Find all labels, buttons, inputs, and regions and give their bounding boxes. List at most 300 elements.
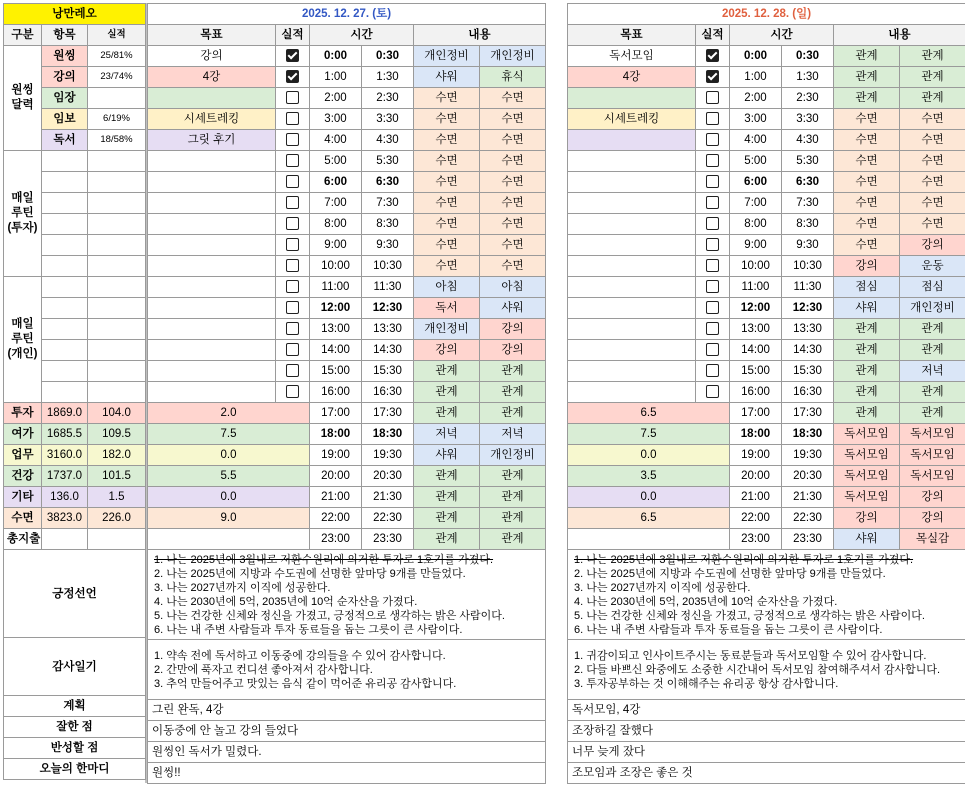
activity-cell[interactable]: 관계	[480, 508, 546, 529]
activity-cell[interactable]: 관계	[834, 319, 900, 340]
activity-cell[interactable]: 관계	[480, 487, 546, 508]
activity-cell[interactable]: 강의	[900, 235, 965, 256]
checkbox-cell	[696, 88, 730, 109]
checkbox-cell	[696, 277, 730, 298]
group-label-line: (개인)	[7, 348, 38, 360]
checkbox[interactable]	[286, 175, 299, 188]
item-actual: 18/58%	[88, 130, 146, 151]
page-title: 낭만레오	[4, 4, 146, 25]
activity-cell[interactable]: 아침	[480, 277, 546, 298]
activity-cell[interactable]: 수면	[834, 235, 900, 256]
activity-cell[interactable]: 강의	[834, 256, 900, 277]
checkbox-cell	[276, 214, 310, 235]
checkbox-cell	[276, 109, 310, 130]
text-line: 3. 추억 만들어주고 맛있는 음식 같이 먹어준 유리공 감사합니다.	[154, 677, 457, 690]
activity-cell[interactable]: 수면	[414, 256, 480, 277]
activity-cell[interactable]: 운동	[900, 256, 965, 277]
gratitude-text	[568, 640, 965, 700]
stat-label: 여가	[4, 424, 42, 445]
header-goal: 목표	[568, 25, 696, 46]
activity-cell[interactable]: 수면	[834, 151, 900, 172]
time-start: 18:00	[730, 424, 782, 445]
checkbox-cell	[276, 256, 310, 277]
checkbox[interactable]	[286, 91, 299, 104]
stat-hours-cell	[568, 529, 730, 550]
time-half: 16:30	[362, 382, 414, 403]
goal-cell	[568, 361, 696, 382]
stat-hours-cell: 7.5	[148, 424, 310, 445]
stat-label: 투자	[4, 403, 42, 424]
stat-total: 1737.0	[42, 466, 88, 487]
activity-cell[interactable]: 관계	[900, 403, 965, 424]
activity-cell[interactable]: 관계	[414, 382, 480, 403]
time-start: 11:00	[730, 277, 782, 298]
text-line: 2. 간만에 푹자고 컨디션 좋아져서 감사합니다.	[154, 663, 373, 676]
stat-hours-cell: 5.5	[148, 466, 310, 487]
goal-cell	[568, 298, 696, 319]
checkbox[interactable]	[286, 301, 299, 314]
activity-cell[interactable]: 관계	[900, 88, 965, 109]
header-category: 구분	[4, 25, 42, 46]
time-half: 17:30	[782, 403, 834, 424]
activity-cell[interactable]: 관계	[414, 508, 480, 529]
checkbox-cell	[276, 172, 310, 193]
time-start: 11:00	[310, 277, 362, 298]
checkbox[interactable]	[286, 154, 299, 167]
checkbox-cell	[696, 46, 730, 67]
activity-cell[interactable]: 독서모임	[834, 487, 900, 508]
checkbox[interactable]	[286, 49, 299, 62]
group-label-line: 루틴	[11, 207, 34, 219]
activity-cell[interactable]: 수면	[414, 151, 480, 172]
activity-cell[interactable]: 개인정비	[900, 298, 965, 319]
goal-cell: 시세트레킹	[148, 109, 276, 130]
stat-hours-cell: 7.5	[568, 424, 730, 445]
checkbox[interactable]	[706, 322, 719, 335]
checkbox-cell	[696, 382, 730, 403]
goal-cell	[568, 319, 696, 340]
activity-cell[interactable]: 저녁	[480, 424, 546, 445]
activity-cell[interactable]: 수면	[900, 172, 965, 193]
activity-cell[interactable]: 관계	[414, 361, 480, 382]
checkbox[interactable]	[286, 322, 299, 335]
time-start: 5:00	[730, 151, 782, 172]
day-table-2025-12-28	[567, 3, 965, 784]
checkbox[interactable]	[706, 49, 719, 62]
checkbox[interactable]	[286, 364, 299, 377]
checkbox-cell	[696, 193, 730, 214]
time-start: 23:00	[730, 529, 782, 550]
date-header: 2025. 12. 28. (일)	[568, 4, 965, 25]
checkbox[interactable]	[706, 112, 719, 125]
activity-cell[interactable]: 수면	[414, 214, 480, 235]
goal-cell	[148, 256, 276, 277]
stat-hours	[88, 529, 146, 550]
activity-cell[interactable]: 개인정비	[414, 319, 480, 340]
activity-cell[interactable]: 관계	[480, 466, 546, 487]
empty-cell	[88, 277, 146, 298]
group-routine-personal	[4, 277, 42, 403]
checkbox[interactable]	[286, 280, 299, 293]
empty-cell	[88, 151, 146, 172]
summary-table	[3, 3, 146, 780]
goal-cell	[568, 382, 696, 403]
checkbox[interactable]	[286, 343, 299, 356]
affirmation-text	[148, 550, 546, 640]
time-half: 10:30	[782, 256, 834, 277]
activity-cell[interactable]: 관계	[900, 340, 965, 361]
activity-cell[interactable]: 수면	[900, 193, 965, 214]
activity-cell[interactable]: 강의	[414, 340, 480, 361]
activity-cell[interactable]: 수면	[480, 214, 546, 235]
activity-cell[interactable]: 관계	[414, 466, 480, 487]
item-actual: 23/74%	[88, 67, 146, 88]
checkbox[interactable]	[706, 70, 719, 83]
activity-cell[interactable]: 강의	[480, 340, 546, 361]
activity-cell[interactable]: 수면	[834, 214, 900, 235]
goal-cell: 강의	[148, 46, 276, 67]
activity-cell[interactable]: 수면	[480, 151, 546, 172]
text-line: 4. 나는 2030년에 5억, 2035년에 10억 순자산을 가졌다.	[154, 595, 418, 608]
activity-cell[interactable]: 관계	[834, 46, 900, 67]
goal-cell	[148, 172, 276, 193]
empty-cell	[88, 340, 146, 361]
activity-cell[interactable]: 수면	[414, 172, 480, 193]
group-label-line: (투자)	[7, 222, 38, 234]
activity-cell[interactable]: 수면	[480, 256, 546, 277]
time-start: 16:00	[730, 382, 782, 403]
checkbox[interactable]	[706, 301, 719, 314]
checkbox-cell	[696, 172, 730, 193]
goal-cell	[148, 319, 276, 340]
activity-cell[interactable]: 관계	[414, 487, 480, 508]
review-text: 원씽인 독서가 밀렸다.	[148, 742, 546, 763]
time-half: 14:30	[362, 340, 414, 361]
review-label: 잘한 점	[4, 717, 146, 738]
checkbox[interactable]	[706, 385, 719, 398]
checkbox[interactable]	[706, 91, 719, 104]
group-onething	[4, 46, 42, 151]
stat-total: 3823.0	[42, 508, 88, 529]
activity-cell[interactable]: 독서	[414, 298, 480, 319]
affirm-label: 긍정선언	[4, 550, 146, 638]
checkbox-cell	[276, 88, 310, 109]
review-text: 너무 늦게 잤다	[568, 742, 965, 763]
checkbox-cell	[276, 151, 310, 172]
activity-cell[interactable]: 저녁	[414, 424, 480, 445]
activity-cell[interactable]: 수면	[900, 130, 965, 151]
time-half: 11:30	[782, 277, 834, 298]
group-label-line: 루틴	[11, 333, 34, 345]
header-time: 시간	[730, 25, 834, 46]
stat-hours: 182.0	[88, 445, 146, 466]
header-time: 시간	[310, 25, 414, 46]
checkbox-cell	[696, 340, 730, 361]
goal-cell	[568, 340, 696, 361]
empty-cell	[88, 256, 146, 277]
empty-cell	[88, 361, 146, 382]
activity-cell[interactable]: 수면	[414, 88, 480, 109]
goal-cell	[148, 382, 276, 403]
checkbox-cell	[276, 235, 310, 256]
time-start: 7:00	[310, 193, 362, 214]
time-start: 13:00	[310, 319, 362, 340]
activity-cell[interactable]: 샤워	[414, 445, 480, 466]
time-half: 16:30	[782, 382, 834, 403]
activity-cell[interactable]: 관계	[900, 382, 965, 403]
activity-cell[interactable]: 관계	[480, 403, 546, 424]
checkbox-cell	[276, 67, 310, 88]
time-half: 9:30	[362, 235, 414, 256]
activity-cell[interactable]: 관계	[414, 529, 480, 550]
activity-cell[interactable]: 수면	[480, 130, 546, 151]
activity-cell[interactable]: 관계	[834, 67, 900, 88]
checkbox[interactable]	[286, 133, 299, 146]
empty-cell	[42, 340, 88, 361]
review-text: 독서모임, 4강	[568, 700, 965, 721]
time-half: 19:30	[362, 445, 414, 466]
time-half: 10:30	[362, 256, 414, 277]
time-start: 7:00	[730, 193, 782, 214]
checkbox[interactable]	[706, 238, 719, 251]
stat-hours-cell: 6.5	[568, 403, 730, 424]
goal-cell	[148, 340, 276, 361]
checkbox[interactable]	[286, 112, 299, 125]
item-actual: 6/19%	[88, 109, 146, 130]
activity-cell[interactable]: 수면	[414, 130, 480, 151]
activity-cell[interactable]: 수면	[834, 193, 900, 214]
checkbox-cell	[276, 130, 310, 151]
goal-cell	[568, 130, 696, 151]
activity-cell[interactable]: 강의	[480, 319, 546, 340]
checkbox[interactable]	[286, 259, 299, 272]
time-half: 22:30	[362, 508, 414, 529]
time-start: 9:00	[730, 235, 782, 256]
time-half: 5:30	[362, 151, 414, 172]
stat-label: 건강	[4, 466, 42, 487]
checkbox[interactable]	[286, 217, 299, 230]
time-start: 6:00	[310, 172, 362, 193]
activity-cell[interactable]: 수면	[480, 193, 546, 214]
activity-cell[interactable]: 관계	[834, 340, 900, 361]
activity-cell[interactable]: 독서모임	[900, 466, 965, 487]
activity-cell[interactable]: 점심	[900, 277, 965, 298]
activity-cell[interactable]: 강의	[900, 487, 965, 508]
empty-cell	[42, 151, 88, 172]
stat-hours-cell: 0.0	[568, 445, 730, 466]
checkbox[interactable]	[706, 154, 719, 167]
activity-cell[interactable]: 저녁	[900, 361, 965, 382]
stat-total: 1685.5	[42, 424, 88, 445]
review-text: 그린 완독, 4강	[148, 700, 546, 721]
checkbox[interactable]	[286, 70, 299, 83]
activity-cell[interactable]: 관계	[834, 382, 900, 403]
goal-cell	[148, 277, 276, 298]
checkbox-cell	[276, 193, 310, 214]
checkbox-cell	[276, 382, 310, 403]
time-start: 23:00	[310, 529, 362, 550]
empty-cell	[42, 214, 88, 235]
header-done: 실적	[696, 25, 730, 46]
checkbox[interactable]	[706, 196, 719, 209]
time-start: 4:00	[730, 130, 782, 151]
date-header: 2025. 12. 27. (토)	[148, 4, 546, 25]
activity-cell[interactable]: 휴식	[480, 67, 546, 88]
activity-cell[interactable]: 독서모임	[900, 424, 965, 445]
activity-cell[interactable]: 강의	[834, 508, 900, 529]
checkbox-cell	[696, 109, 730, 130]
activity-cell[interactable]: 수면	[900, 151, 965, 172]
activity-cell[interactable]: 개인정비	[414, 46, 480, 67]
stat-hours-cell: 0.0	[148, 445, 310, 466]
text-line: 5. 나는 건강한 신체와 정신을 가졌고, 긍정적으로 생각하는 밝은 사람이다.	[154, 609, 505, 622]
stat-hours-cell	[148, 529, 310, 550]
empty-cell	[88, 319, 146, 340]
gratitude-label: 감사일기	[4, 638, 146, 696]
time-half: 11:30	[362, 277, 414, 298]
empty-cell	[42, 172, 88, 193]
goal-cell	[568, 172, 696, 193]
checkbox[interactable]	[706, 133, 719, 146]
text-line: 2. 나는 2025년에 지방과 수도권에 선명한 앞마당 9개를 만들었다.	[154, 567, 466, 580]
stat-hours: 104.0	[88, 403, 146, 424]
review-text: 조모임과 조장은 좋은 것	[568, 763, 965, 784]
activity-cell[interactable]: 수면	[414, 109, 480, 130]
activity-cell[interactable]: 관계	[834, 403, 900, 424]
activity-cell[interactable]: 독서모임	[834, 424, 900, 445]
time-half: 8:30	[362, 214, 414, 235]
checkbox[interactable]	[706, 343, 719, 356]
group-label-line: 매일	[11, 192, 34, 204]
item-label: 강의	[42, 67, 88, 88]
activity-cell[interactable]: 관계	[834, 88, 900, 109]
activity-cell[interactable]: 수면	[414, 193, 480, 214]
checkbox-cell	[696, 256, 730, 277]
group-label-line: 원씽	[11, 84, 34, 96]
empty-cell	[42, 256, 88, 277]
time-half: 20:30	[362, 466, 414, 487]
activity-cell[interactable]: 수면	[480, 235, 546, 256]
time-start: 0:00	[730, 46, 782, 67]
review-text: 조장하길 잘했다	[568, 721, 965, 742]
activity-cell[interactable]: 수면	[834, 109, 900, 130]
time-half: 4:30	[782, 130, 834, 151]
activity-cell[interactable]: 수면	[480, 109, 546, 130]
activity-cell[interactable]: 수면	[900, 109, 965, 130]
activity-cell[interactable]: 강의	[900, 508, 965, 529]
activity-cell[interactable]: 목실감	[900, 529, 965, 550]
time-start: 5:00	[310, 151, 362, 172]
activity-cell[interactable]: 수면	[480, 172, 546, 193]
activity-cell[interactable]: 관계	[834, 361, 900, 382]
checkbox[interactable]	[706, 217, 719, 230]
activity-cell[interactable]: 수면	[900, 214, 965, 235]
activity-cell[interactable]: 샤워	[414, 67, 480, 88]
activity-cell[interactable]: 점심	[834, 277, 900, 298]
text-line: 1. 귀감이되고 인사이트주시는 동료분들과 독서모임할 수 있어 감사합니다.	[574, 649, 927, 662]
stat-hours-cell: 3.5	[568, 466, 730, 487]
time-half: 5:30	[782, 151, 834, 172]
empty-cell	[42, 319, 88, 340]
activity-cell[interactable]: 관계	[900, 46, 965, 67]
activity-cell[interactable]: 관계	[900, 67, 965, 88]
time-start: 15:00	[310, 361, 362, 382]
text-line: 1. 나는 2025년에 3월내로 저환수원리에 의거한 투자로 1호기를 가졌다.	[574, 553, 914, 566]
text-line: 2. 다들 바쁘신 와중에도 소중한 시간내어 독서모임 참여해주셔서 감사합니다.	[574, 663, 941, 676]
activity-cell[interactable]: 개인정비	[480, 46, 546, 67]
goal-cell	[148, 214, 276, 235]
text-line: 4. 나는 2030년에 5억, 2035년에 10억 순자산을 가졌다.	[574, 595, 838, 608]
goal-cell	[148, 235, 276, 256]
time-start: 2:00	[730, 88, 782, 109]
text-line: 6. 나는 내 주변 사람들과 투자 동료들을 돕는 그릇이 큰 사람이다.	[574, 623, 883, 636]
time-start: 3:00	[310, 109, 362, 130]
activity-cell[interactable]: 관계	[480, 361, 546, 382]
checkbox[interactable]	[286, 196, 299, 209]
time-start: 14:00	[730, 340, 782, 361]
activity-cell[interactable]: 관계	[480, 529, 546, 550]
activity-cell[interactable]: 샤워	[834, 529, 900, 550]
empty-cell	[88, 298, 146, 319]
activity-cell[interactable]: 관계	[414, 403, 480, 424]
activity-cell[interactable]: 독서모임	[834, 445, 900, 466]
time-start: 1:00	[310, 67, 362, 88]
checkbox[interactable]	[706, 175, 719, 188]
goal-cell	[148, 361, 276, 382]
stat-total: 1869.0	[42, 403, 88, 424]
stat-label: 업무	[4, 445, 42, 466]
checkbox[interactable]	[286, 385, 299, 398]
activity-cell[interactable]: 독서모임	[834, 466, 900, 487]
empty-cell	[42, 361, 88, 382]
goal-cell	[148, 193, 276, 214]
checkbox[interactable]	[706, 364, 719, 377]
checkbox[interactable]	[706, 280, 719, 293]
activity-cell[interactable]: 아침	[414, 277, 480, 298]
time-half: 6:30	[362, 172, 414, 193]
time-half: 9:30	[782, 235, 834, 256]
goal-cell	[148, 151, 276, 172]
time-start: 6:00	[730, 172, 782, 193]
activity-cell[interactable]: 샤워	[834, 298, 900, 319]
item-actual	[88, 88, 146, 109]
activity-cell[interactable]: 개인정비	[480, 445, 546, 466]
time-half: 15:30	[362, 361, 414, 382]
activity-cell[interactable]: 수면	[414, 235, 480, 256]
activity-cell[interactable]: 샤워	[480, 298, 546, 319]
time-start: 20:00	[310, 466, 362, 487]
checkbox-cell	[696, 130, 730, 151]
time-half: 12:30	[782, 298, 834, 319]
time-start: 1:00	[730, 67, 782, 88]
activity-cell[interactable]: 관계	[900, 319, 965, 340]
empty-cell	[42, 382, 88, 403]
activity-cell[interactable]: 수면	[834, 172, 900, 193]
checkbox[interactable]	[706, 259, 719, 272]
activity-cell[interactable]: 수면	[480, 88, 546, 109]
activity-cell[interactable]: 독서모임	[900, 445, 965, 466]
goal-cell	[568, 214, 696, 235]
item-actual: 25/81%	[88, 46, 146, 67]
activity-cell[interactable]: 수면	[834, 130, 900, 151]
time-start: 19:00	[730, 445, 782, 466]
header-goal: 목표	[148, 25, 276, 46]
empty-cell	[42, 235, 88, 256]
text-line: 3. 투자공부하는 것 이해해주는 유리공 항상 감사합니다.	[574, 677, 839, 690]
checkbox[interactable]	[286, 238, 299, 251]
time-start: 8:00	[310, 214, 362, 235]
activity-cell[interactable]: 관계	[480, 382, 546, 403]
